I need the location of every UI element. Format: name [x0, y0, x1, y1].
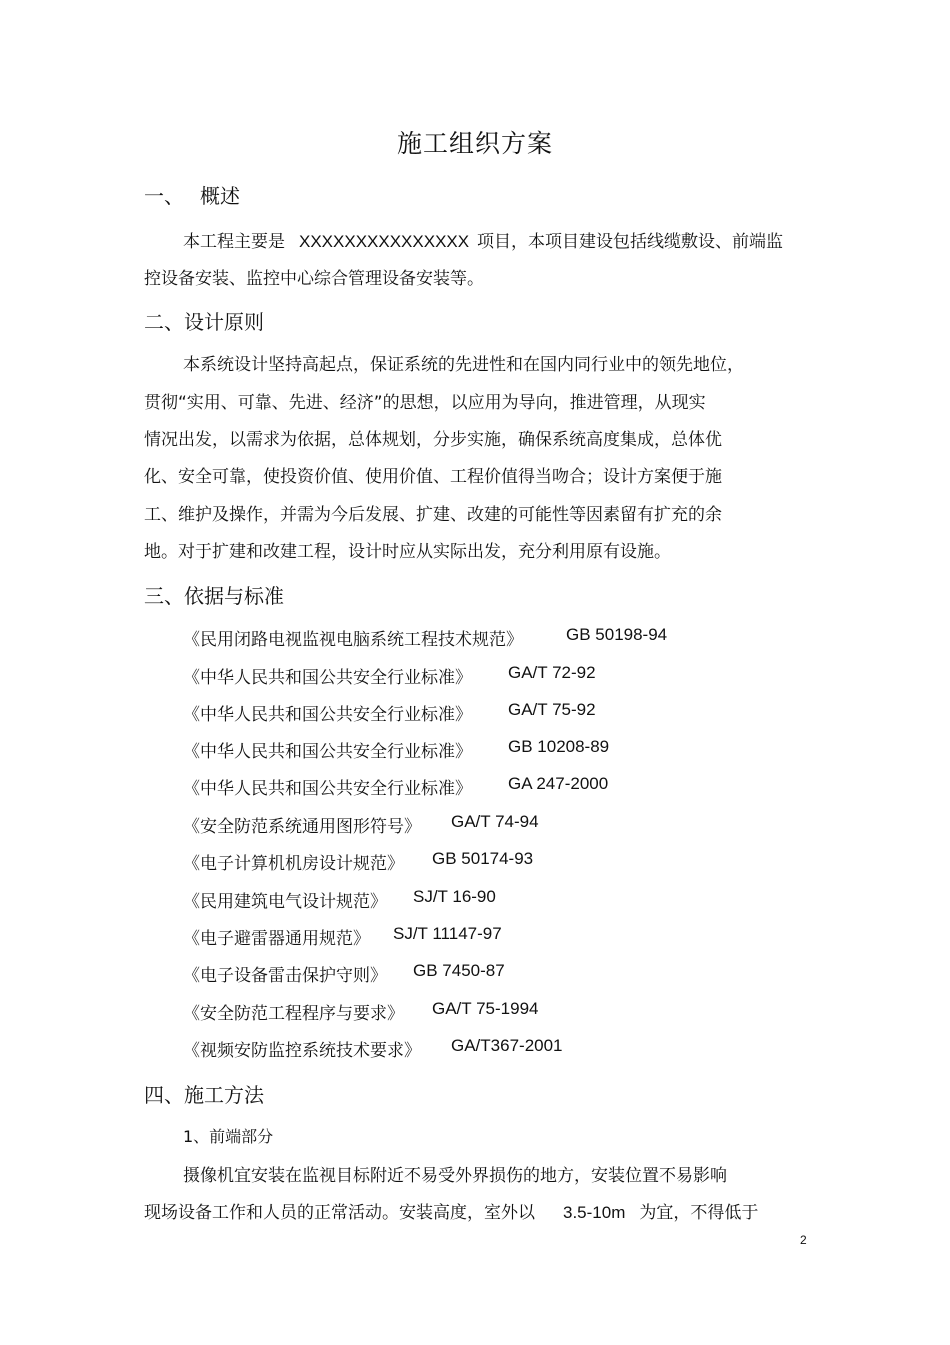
design-paragraph-line: 本系统设计坚持高起点，保证系统的先进性和在国内同行业中的领先地位， [183, 355, 744, 375]
standard-name: 《电子避雷器通用规范》 [183, 929, 370, 949]
design-paragraph-line: 化、安全可靠，使投资价值、使用价值、工程价值得当吻合；设计方案便于施 [144, 467, 722, 487]
standard-item [183, 887, 496, 912]
design-paragraph-line: 工、维护及操作，并需为今后发展、扩建、改建的可能性等因素留有扩充的余 [144, 505, 722, 525]
construction-paragraph-line-1: 摄像机宜安装在监视目标附近不易受外界损伤的地方，安装位置不易影响 [183, 1166, 727, 1186]
standard-name: 《中华人民共和国公共安全行业标准》 [183, 779, 472, 799]
standard-code: GA/T 74-94 [451, 812, 539, 831]
section-heading-design-principles: 二、设计原则 [144, 310, 264, 334]
standard-item [183, 700, 596, 725]
construction-text-b: 为宜，不得低于 [639, 1203, 759, 1223]
construction-text-a: 现场设备工作和人员的正常活动。安装高度，室外以 [144, 1203, 535, 1223]
section-heading-overview [144, 180, 240, 209]
standard-name: 《电子设备雷击保护守则》 [183, 966, 387, 986]
standard-code: GA/T 75-1994 [432, 999, 539, 1018]
construction-paragraph-line-2 [144, 1198, 758, 1223]
standard-code: GB 50174-93 [432, 849, 534, 868]
standard-code: GA/T 75-92 [508, 700, 596, 719]
subsection-heading-front-end: 1、前端部分 [183, 1127, 274, 1146]
overview-text-b: 项目，本项目建设包括线缆敷设、前端监 [477, 232, 783, 252]
project-name-placeholder: XXXXXXXXXXXXXXX [299, 232, 470, 251]
standard-item [183, 924, 502, 949]
standard-item [183, 999, 539, 1024]
standard-code: GB 7450-87 [413, 961, 505, 980]
design-paragraph-line: 情况出发，以需求为依据，总体规划，分步实施，确保系统高度集成，总体优 [144, 430, 722, 450]
standard-code: GB 10208-89 [508, 737, 610, 756]
standard-code: SJ/T 11147-97 [393, 924, 502, 943]
standard-item [183, 1036, 563, 1061]
section-title: 概述 [200, 184, 240, 208]
standard-name: 《民用闭路电视监视电脑系统工程技术规范》 [183, 630, 523, 650]
standard-item [183, 663, 596, 688]
overview-paragraph-line-1 [183, 227, 783, 252]
standard-item [183, 812, 539, 837]
standard-code: SJ/T 16-90 [413, 887, 496, 906]
standard-code: GA/T 72-92 [508, 663, 596, 682]
document-title: 施工组织方案 [396, 129, 553, 158]
section-heading-construction-method: 四、施工方法 [144, 1083, 264, 1107]
standard-code: GA/T367-2001 [451, 1036, 563, 1055]
standard-item [183, 737, 610, 762]
section-heading-standards: 三、依据与标准 [144, 584, 284, 608]
standard-code: GA 247-2000 [508, 774, 609, 793]
install-height-value: 3.5-10m [563, 1203, 626, 1222]
standard-item [183, 774, 609, 799]
standard-item [183, 961, 505, 986]
design-paragraph-line: 贯彻“实用、可靠、先进、经济”的思想，以应用为导向，推进管理，从现实 [144, 393, 706, 413]
overview-paragraph-line-2: 控设备安装、监控中心综合管理设备安装等。 [144, 269, 484, 289]
standard-name: 《安全防范工程程序与要求》 [183, 1004, 404, 1024]
standard-name: 《中华人民共和国公共安全行业标准》 [183, 705, 472, 725]
standard-name: 《中华人民共和国公共安全行业标准》 [183, 668, 472, 688]
page-number: 2 [800, 1233, 807, 1247]
standard-name: 《民用建筑电气设计规范》 [183, 892, 387, 912]
section-number: 一、 [144, 184, 184, 208]
standard-name: 《安全防范系统通用图形符号》 [183, 817, 421, 837]
standard-code: GB 50198-94 [566, 625, 668, 644]
standard-name: 《视频安防监控系统技术要求》 [183, 1041, 421, 1061]
standard-name: 《电子计算机机房设计规范》 [183, 854, 404, 874]
standard-item [183, 849, 534, 874]
overview-text-a: 本工程主要是 [183, 232, 285, 252]
design-paragraph-line: 地。对于扩建和改建工程，设计时应从实际出发，充分利用原有设施。 [144, 542, 671, 562]
standard-name: 《中华人民共和国公共安全行业标准》 [183, 742, 472, 762]
standard-item [183, 625, 668, 650]
